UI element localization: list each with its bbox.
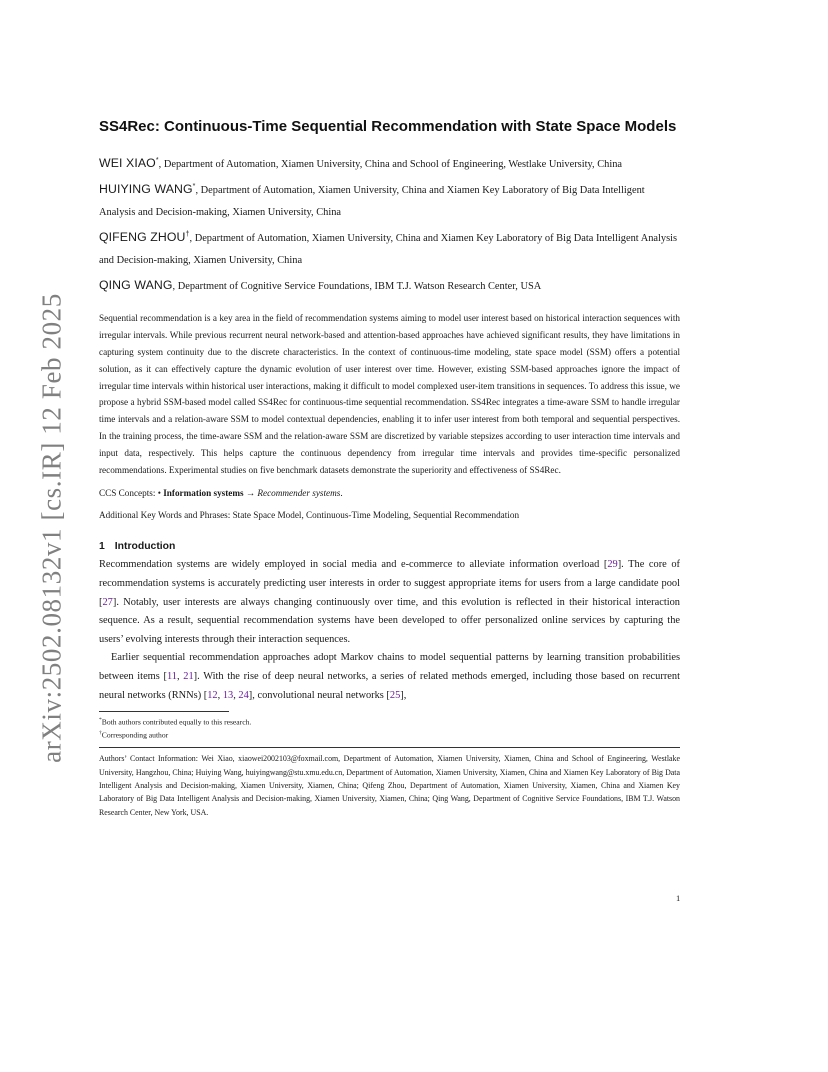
author-affiliation: , Department of Automation, Xiamen University, China and Xiamen Key Laboratory of Big Data Intelligent Analysis and Decision-making, Xiamen University, China (99, 185, 645, 219)
ccs-concepts: CCS Concepts: • Information systems → Recommender systems. (99, 488, 343, 499)
section-title: Introduction (114, 541, 176, 553)
footnote: *Both authors contributed equally to this research. (99, 717, 252, 727)
footnote: †Corresponding author (99, 729, 169, 740)
author-affiliation: , Department of Automation, Xiamen University, China and Xiamen Key Laboratory of Big Data Intelligent Analysis and Decision-making, Xiamen University, China (99, 233, 678, 267)
body-text-run: ]. With the rise of deep neural networks, a series of related methods emerged, including those based on recurrent neural networks (RNNs) [ (99, 670, 680, 701)
author-name: HUIYING WANG* (99, 182, 196, 197)
author-contact-information: Authors’ Contact Information: Wei Xiao, xiaowei2002103@foxmail.com, Department of Automation, Xiamen University, Xiamen, China and School of Engineering, Westlake University, Hangzhou, China; Huiying Wang, huiyingwang@stu.xmu.edu.cn, Department of Automation, Xiamen University, Xiamen, China and Xiamen Key Laboratory of Big Data Intelligent Analysis and Decision-making, Xiamen University, Xiamen, China; Qifeng Zhou, Department of Automation, Xiamen University, Xiamen, China and Xiamen Key Laboratory of Big Data Intelligent Analysis and Decision-making, Xiamen University, Xiamen, China; Qing Wang, Department of Cognitive Service Foundations, IBM T.J. Watson Research Center, New York, USA. (99, 747, 680, 819)
arxiv-identifier-stamp: arXiv:2502.08132v1 [cs.IR] 12 Feb 2025 (36, 293, 67, 763)
body-paragraph (99, 649, 680, 705)
citation-link[interactable]: 21 (183, 670, 194, 682)
body-text-run: ]. Notably, user interests are always changing continuously over time, and this evolution is reflected in their historical interaction sequence. As a result, sequential recommendation systems have been developed to offer personalized online services by capturing the users’ evolving interests through their interaction sequences. (99, 596, 680, 645)
author-affiliation: , Department of Cognitive Service Foundations, IBM T.J. Watson Research Center, USA (172, 281, 542, 293)
body-text-run: , (217, 689, 223, 701)
citation-link[interactable]: 13 (222, 689, 234, 701)
author-list (99, 150, 680, 298)
author-entry (99, 176, 680, 224)
page-number: 1 (676, 893, 681, 903)
section-number: 1 (99, 541, 105, 553)
author-name: QIFENG ZHOU† (99, 230, 190, 245)
paper-page (99, 118, 680, 819)
author-entry (99, 150, 680, 176)
citation-link[interactable]: 24 (238, 689, 249, 701)
body-text-run: , (233, 689, 239, 701)
section-heading (99, 541, 680, 552)
author-entry (99, 224, 680, 272)
citation-link[interactable]: 12 (207, 689, 218, 701)
citation-link[interactable]: 29 (607, 559, 618, 571)
citation-link[interactable]: 11 (166, 670, 177, 682)
keywords: Additional Key Words and Phrases: State Space Model, Continuous-Time Modeling, Sequential Recommendation (99, 510, 520, 521)
body-text-run: ], (400, 689, 407, 701)
abstract: Sequential recommendation is a key area in the field of recommendation systems aiming to model user interest based on historical interaction sequences with irregular intervals. While previous recurrent neural network-based and attention-based approaches have achieved significant results, they have limitations in capturing system continuity due to the discrete characteristics. In the context of continuous-time modeling, state space model (SSM) offers a potential solution, as it can effectively capture the dynamic evolution of user interest over time. However, existing SSM-based approaches ignore the impact of irregular time intervals within historical user interactions, making it difficult to model complexed user-item transitions in sequences. To address this issue, we propose a hybrid SSM-based model called SS4Rec for continuous-time sequential recommendation. SS4Rec integrates a time-aware SSM to handle irregular time intervals and a relation-aware SSM to model contextual dependencies, enabling it to infer user interest from both temporal and sequential perspectives. In the training process, the time-aware SSM and the relation-aware SSM are discretized by variable stepsizes according to user interaction time intervals and input data, respectively. This helps capture the continuous dependency from irregular time intervals and provides time-specific personalized recommendations. Experimental studies on five benchmark datasets demonstrate the superiority and effectiveness of SS4Rec. (99, 313, 680, 475)
body-text-run: , (176, 670, 184, 682)
author-entry (99, 272, 680, 298)
body-text-run: Recommendation systems are widely employed in social media and e-commerce to alleviate information overload [ (99, 559, 608, 571)
author-name: WEI XIAO* (99, 156, 159, 171)
citation-link[interactable]: 27 (102, 596, 113, 608)
body-paragraph (99, 556, 680, 649)
author-name: QING WANG (99, 278, 173, 293)
citation-link[interactable]: 25 (389, 689, 401, 701)
paper-title: SS4Rec: Continuous-Time Sequential Recommendation with State Space Models (99, 118, 677, 135)
author-affiliation: , Department of Automation, Xiamen University, China and School of Engineering, Westlake University, China (158, 159, 623, 171)
body-text-run: ], convolutional neural networks [ (248, 689, 390, 701)
body-text-run: ]. The core of recommendation systems is accurately predicting user interests in order to suggest appropriate items for users from a large candidate pool [ (99, 559, 680, 608)
body-text-run: Earlier sequential recommendation approaches adopt Markov chains to model sequential patterns by learning transition probabilities between items [ (99, 652, 680, 682)
footnotes (99, 711, 252, 740)
